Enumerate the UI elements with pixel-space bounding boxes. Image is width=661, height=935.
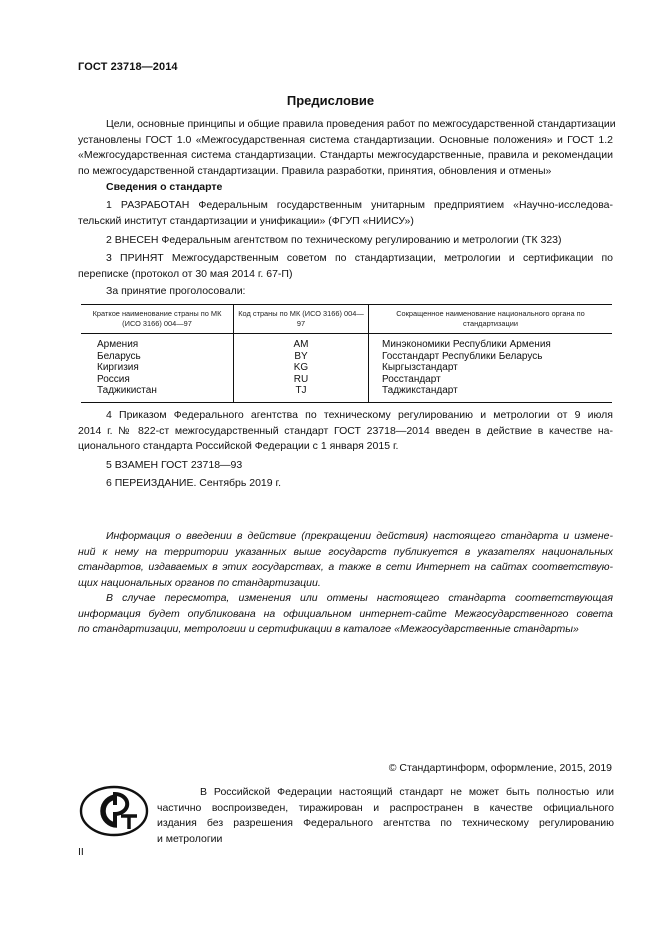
rst-certification-logo: [79, 785, 149, 837]
organ-cell: Минэкономики Республики Армения: [369, 334, 613, 351]
rights-line: частично воспроизведен, тиражирован и распространен в качестве официального: [157, 801, 614, 814]
document-code-header: ГОСТ 23718—2014: [78, 61, 178, 73]
foreword-intro: [78, 117, 616, 179]
table-row: [81, 362, 612, 374]
item-line: 3 ПРИНЯТ Межгосударственным советом по стандартизации, метрологии и сертификации по: [106, 252, 613, 264]
notice-line: стандартов, издаваемых в этих государствах, а также в сети Интернет на сайтах соответствую-: [78, 561, 613, 573]
voted-caption: За принятие проголосовали:: [106, 285, 246, 297]
notice-line: информация будет опубликована на официальном интернет-сайте Межгосударственного совета: [78, 607, 613, 620]
country-cell: Беларусь: [97, 350, 141, 362]
item-line: тельский институт стандартизации и унификации» (ФГУП «НИИСУ»): [78, 214, 414, 227]
country-cell: Таджикистан: [81, 385, 234, 402]
organ-cell: Госстандарт Республики Беларусь: [369, 351, 613, 363]
item-line: 4 Приказом Федерального агентства по техническому регулированию и метрологии от 9 июля: [106, 409, 613, 421]
notice-line: ний к нему на территории указанных выше государств публикуется в указателях национальных: [78, 545, 613, 558]
country-cell: Россия: [97, 373, 130, 385]
table-row: [81, 385, 612, 402]
copyright-line: © Стандартинформ, оформление, 2015, 2019: [388, 762, 612, 774]
code-cell: TJ: [234, 385, 369, 402]
intro-line: установлены ГОСТ 1.0 «Межгосударственная система стандартизации. Основные положения» и ГОСТ 1.2: [78, 133, 613, 146]
rights-line: В Российской Федерации настоящий стандарт не может быть полностью или: [200, 786, 614, 798]
notice-paragraph-1: [78, 529, 613, 591]
item-line: 2014 г. № 822-ст межгосударственный стандарт ГОСТ 23718—2014 введен в действие в качестве на-: [78, 424, 613, 437]
code-cell: KG: [234, 362, 369, 374]
column-header-code: Код страны по МК (ИСО 3166) 004—97: [234, 305, 369, 334]
item-5-replaces: [106, 458, 242, 474]
item-line: 1 РАЗРАБОТАН Федеральным государственным унитарным предприятием «Научно-исследова-: [106, 199, 613, 211]
notice-line: щих национальных органов по стандартизации.: [78, 576, 321, 589]
item-2-introduced: [106, 233, 562, 249]
item-line: 2 ВНЕСЕН Федеральным агентством по техническому регулированию и метрологии (ТК 323): [106, 234, 562, 246]
column-header-organ: Сокращенное наименование национального органа по стандартизации: [369, 305, 613, 334]
notice-line: Информация о введении в действие (прекращении действия) настоящего стандарта и измене-: [106, 530, 613, 542]
country-cell: Армения: [97, 339, 139, 350]
notice-line: В случае пересмотра, изменения или отмены настоящего стандарта соответствующая: [106, 592, 613, 604]
item-6-reissue: [106, 476, 281, 492]
code-cell: BY: [234, 351, 369, 363]
page-title: Предисловие: [286, 93, 375, 108]
organ-cell: Росстандарт: [369, 374, 613, 386]
table-header-row: [81, 305, 612, 334]
item-line: переписке (протокол от 30 мая 2014 г. 67-П): [78, 267, 293, 280]
organ-cell: Кыргызстандарт: [369, 362, 613, 374]
notice-line: по стандартизации, метрологии и сертификации в каталоге «Межгосударственные стандарты»: [78, 623, 579, 635]
notice-paragraph-2: [78, 591, 613, 638]
member-countries-table: [81, 304, 612, 403]
item-3-adopted: [78, 251, 613, 282]
intro-line: по межгосударственной стандартизации. Правила разработки, принятия, обновления и отмены»: [78, 164, 552, 177]
item-4-order: [78, 408, 613, 455]
table-row: [81, 334, 612, 351]
code-cell: AM: [234, 334, 369, 351]
intro-line: Цели, основные принципы и общие правила проведения работ по межгосударственной стандартизации: [106, 118, 616, 130]
table-row: [81, 374, 612, 386]
page-number: II: [78, 846, 84, 858]
rights-line: и метрологии: [157, 832, 223, 845]
rights-notice: [157, 785, 614, 847]
organ-cell: Таджикстандарт: [369, 385, 613, 402]
item-line: 5 ВЗАМЕН ГОСТ 23718—93: [106, 459, 243, 471]
standard-info-heading: Сведения о стандарте: [106, 181, 223, 193]
column-header-country: Краткое наименование страны по МК (ИСО 3166) 004—97: [81, 305, 234, 334]
table-row: [81, 351, 612, 363]
rights-line: издания без разрешения Федерального агентства по техническому регулированию: [157, 817, 614, 829]
country-cell: Киргизия: [97, 362, 139, 373]
code-cell: RU: [234, 374, 369, 386]
intro-line: «Межгосударственная система стандартизации. Стандарты межгосударственные, правила и рекомендации: [78, 149, 613, 161]
item-line: 6 ПЕРЕИЗДАНИЕ. Сентябрь 2019 г.: [106, 477, 281, 489]
item-1-developed: [78, 198, 613, 229]
item-line: ционального стандарта Российской Федерации с 1 января 2015 г.: [78, 440, 399, 452]
